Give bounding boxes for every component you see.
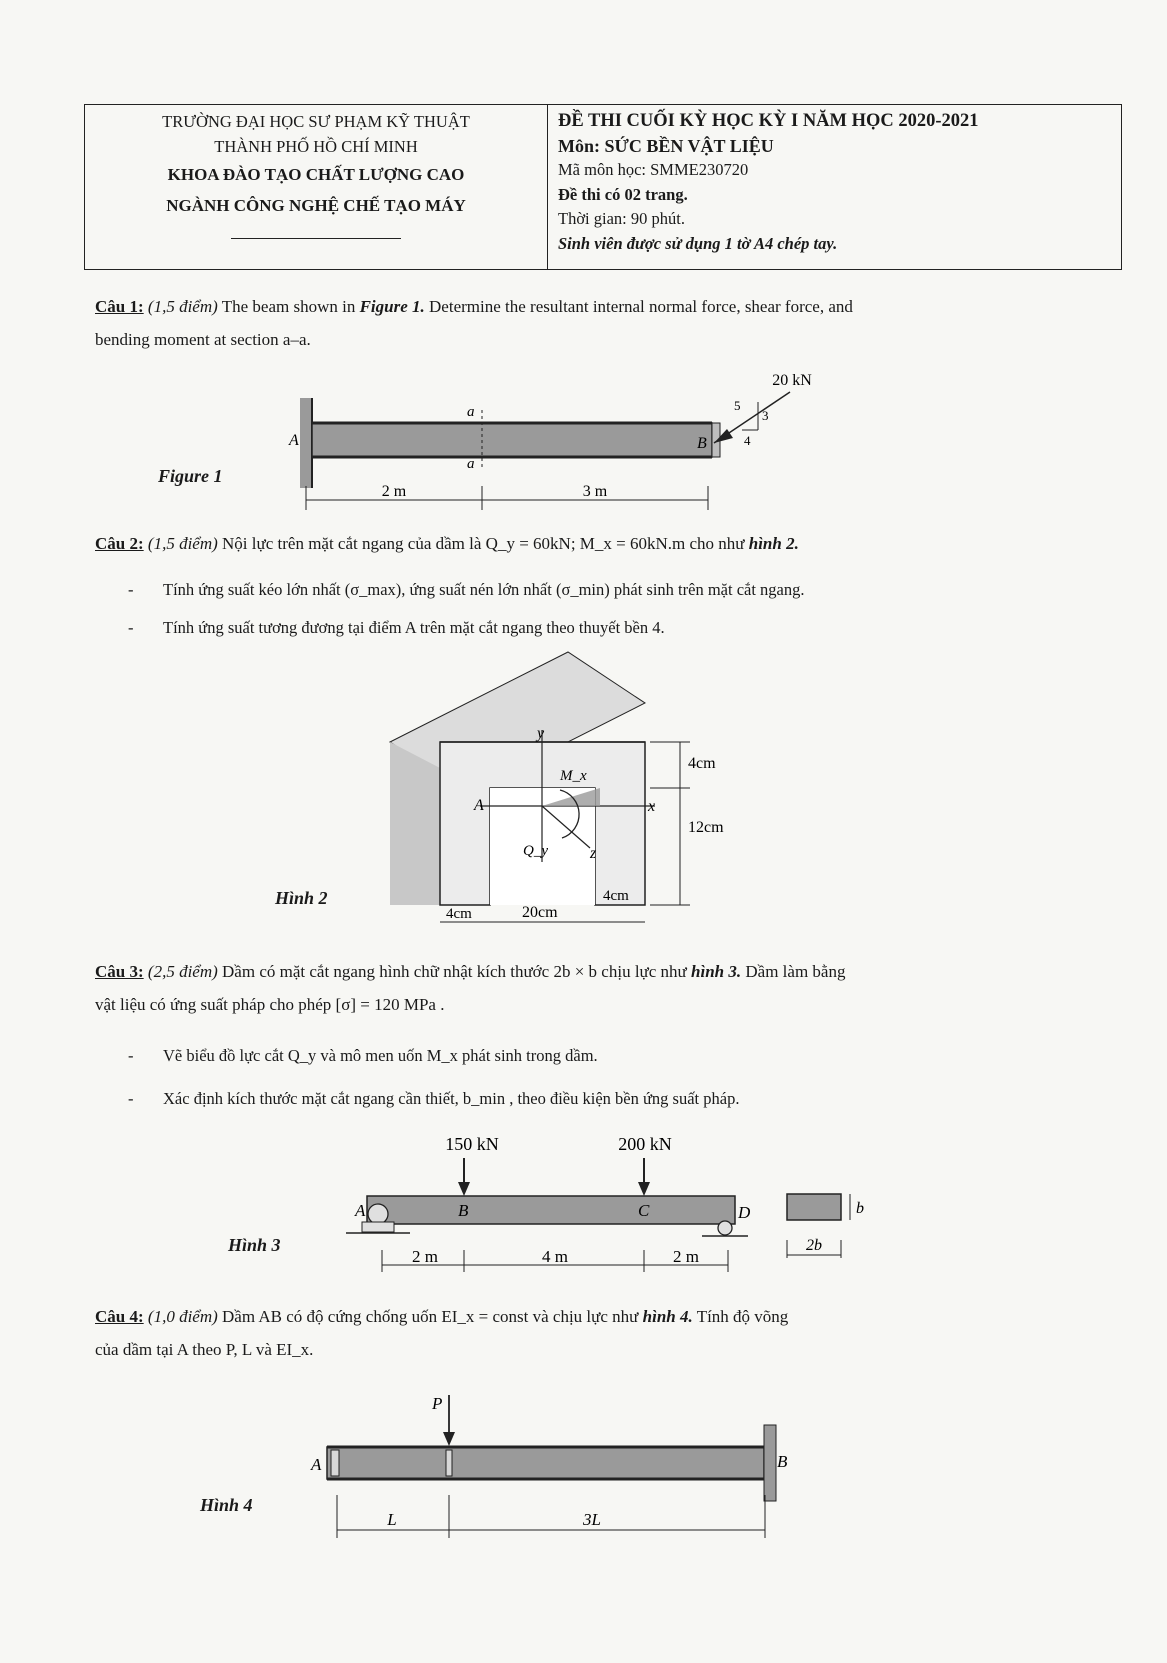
q4-text-a: Dầm AB có độ cứng chống uốn EI_x = const và chịu lực như	[222, 1307, 639, 1326]
q2-label: Câu 2:	[95, 534, 144, 553]
q1-text-b: Determine the resultant internal normal force, shear force, and	[429, 297, 853, 316]
fig1-ratio-4: 4	[744, 433, 751, 448]
q4-text-b: Tính độ võng	[696, 1307, 789, 1326]
fig2-label-y: y	[537, 725, 545, 742]
q1-points: (1,5 điểm)	[147, 297, 218, 316]
fig1-ratio-3: 3	[762, 408, 769, 423]
fig2-dim-4cm-right: 4cm	[603, 888, 629, 904]
exam-note: Sinh viên được sử dụng 1 tờ A4 chép tay.	[558, 233, 838, 253]
q3-bullet-2: - Xác định kích thước mặt cắt ngang cần thiết, b_min , theo điều kiện bền ứng suất pháp.	[128, 1089, 740, 1108]
exam-title: ĐỀ THI CUỐI KỲ HỌC KỲ I NĂM HỌC 2020-2021	[558, 111, 979, 131]
city-name: THÀNH PHỐ HỒ CHÍ MINH	[214, 137, 418, 156]
fig4-dim-l: L	[387, 1510, 397, 1529]
figure-4-caption: Hình 4	[200, 1495, 253, 1515]
fig3-section-b: b	[856, 1200, 864, 1217]
q3-text-a: Dầm có mặt cắt ngang hình chữ nhật kích thước 2b × b chịu lực như	[222, 962, 687, 981]
q2-bullet-2-text: Tính ứng suất tương đương tại điểm A trên mặt cắt ngang theo thuyết bền 4.	[163, 618, 665, 637]
fig2-label-z: z	[590, 845, 597, 862]
fig2-dim-12cm: 12cm	[688, 819, 724, 836]
exam-subject: Môn: SỨC BỀN VẬT LIỆU	[558, 135, 774, 156]
fig3-dim-bc: 4 m	[542, 1247, 568, 1266]
q3-text-b: Dầm làm bằng	[745, 962, 846, 981]
fig1-force-label: 20 kN	[772, 372, 812, 389]
q3-bullet-1-text: Vẽ biểu đồ lực cắt Q_y và mô men uốn M_x phát sinh trong dầm.	[163, 1046, 598, 1065]
q2-points: (1,5 điểm)	[147, 534, 218, 553]
q2-text: Nội lực trên mặt cắt ngang của dầm là Q_y = 60kN; M_x = 60kN.m cho như	[222, 534, 745, 553]
figure-1-caption: Figure 1	[158, 466, 223, 486]
fig3-label-a: A	[355, 1201, 366, 1220]
university-name: TRƯỜNG ĐẠI HỌC SƯ PHẠM KỸ THUẬT	[162, 112, 470, 131]
q4-label: Câu 4:	[95, 1307, 144, 1326]
q2-bullet-1: - Tính ứng suất kéo lớn nhất (σ_max), ứng suất nén lớn nhất (σ_min) phát sinh trên mặt cắt ngang.	[128, 580, 805, 599]
fig3-label-b: B	[458, 1201, 469, 1220]
figure-2-caption: Hình 2	[275, 888, 328, 908]
major-name: NGÀNH CÔNG NGHỆ CHẾ TẠO MÁY	[166, 196, 466, 215]
q1-figure-ref: Figure 1.	[359, 297, 425, 316]
fig2-label-qy: Q_y	[523, 843, 548, 859]
q4-figure-ref: hình 4.	[642, 1307, 693, 1326]
fig1-label-b: B	[697, 435, 707, 452]
fig2-dim-20cm: 20cm	[522, 904, 558, 921]
q3-bullet-2-text: Xác định kích thước mặt cắt ngang cần thiết, b_min , theo điều kiện bền ứng suất pháp.	[163, 1089, 740, 1108]
q4-line2: của dầm tại A theo P, L và EI_x.	[95, 1340, 314, 1359]
faculty-name: KHOA ĐÀO TẠO CHẤT LƯỢNG CAO	[167, 165, 465, 184]
fig3-dim-ab: 2 m	[412, 1247, 438, 1266]
fig3-force-200: 200 kN	[618, 1134, 672, 1154]
q1-line2: bending moment at section a–a.	[95, 330, 311, 349]
fig4-force-label: P	[432, 1394, 443, 1413]
fig4-beam	[327, 1447, 764, 1479]
fig1-dim-2m: 2 m	[381, 483, 407, 500]
fig3-section-2b: 2b	[806, 1237, 822, 1254]
q2-figure-ref: hình 2.	[748, 534, 799, 553]
fig4-fixed-wall	[764, 1425, 776, 1501]
fig2-label-mx: M_x	[560, 768, 587, 784]
q2-bullet-1-text: Tính ứng suất kéo lớn nhất (σ_max), ứng suất nén lớn nhất (σ_min) phát sinh trên mặt cắt ngang.	[163, 580, 805, 599]
q3-figure-ref: hình 3.	[691, 962, 742, 981]
fig4-label-a: A	[311, 1455, 322, 1474]
fig3-label-d: D	[738, 1203, 751, 1222]
exam-time: Thời gian: 90 phút.	[558, 209, 685, 228]
q2-bullet-2: - Tính ứng suất tương đương tại điểm A trên mặt cắt ngang theo thuyết bền 4.	[128, 618, 665, 637]
figure-3-caption: Hình 3	[228, 1235, 281, 1255]
q1-text-a: The beam shown in	[221, 297, 356, 316]
fig4-dim-3l: 3L	[583, 1510, 601, 1529]
fig1-section-bottom: a	[467, 456, 475, 472]
fig1-section-top: a	[467, 404, 475, 420]
q3-label: Câu 3:	[95, 962, 144, 981]
fig3-force-150: 150 kN	[445, 1134, 499, 1154]
fig2-dim-4cm-top: 4cm	[688, 755, 716, 772]
fig2-label-a: A	[474, 797, 484, 814]
fig3-label-c: C	[638, 1201, 650, 1220]
q3-bullet-1: - Vẽ biểu đồ lực cắt Q_y và mô men uốn M_x phát sinh trong dầm.	[128, 1046, 598, 1065]
fig2-label-x: x	[648, 798, 656, 815]
q4-points: (1,0 điểm)	[147, 1307, 218, 1326]
q3-points: (2,5 điểm)	[147, 962, 218, 981]
fig1-ratio-5: 5	[734, 398, 741, 413]
fig3-dim-cd: 2 m	[673, 1247, 699, 1266]
page-count: Đề thi có 02 trang.	[558, 184, 688, 204]
fig1-dim-3m: 3 m	[582, 483, 608, 500]
fig4-label-b: B	[777, 1452, 788, 1471]
fig1-label-a: A	[289, 432, 299, 449]
q1-label: Câu 1:	[95, 297, 144, 316]
q3-line2: vật liệu có ứng suất pháp cho phép [σ] = 120 MPa .	[95, 995, 445, 1014]
course-code: Mã môn học: SMME230720	[558, 160, 749, 179]
fig2-dim-4cm-left: 4cm	[446, 906, 472, 922]
